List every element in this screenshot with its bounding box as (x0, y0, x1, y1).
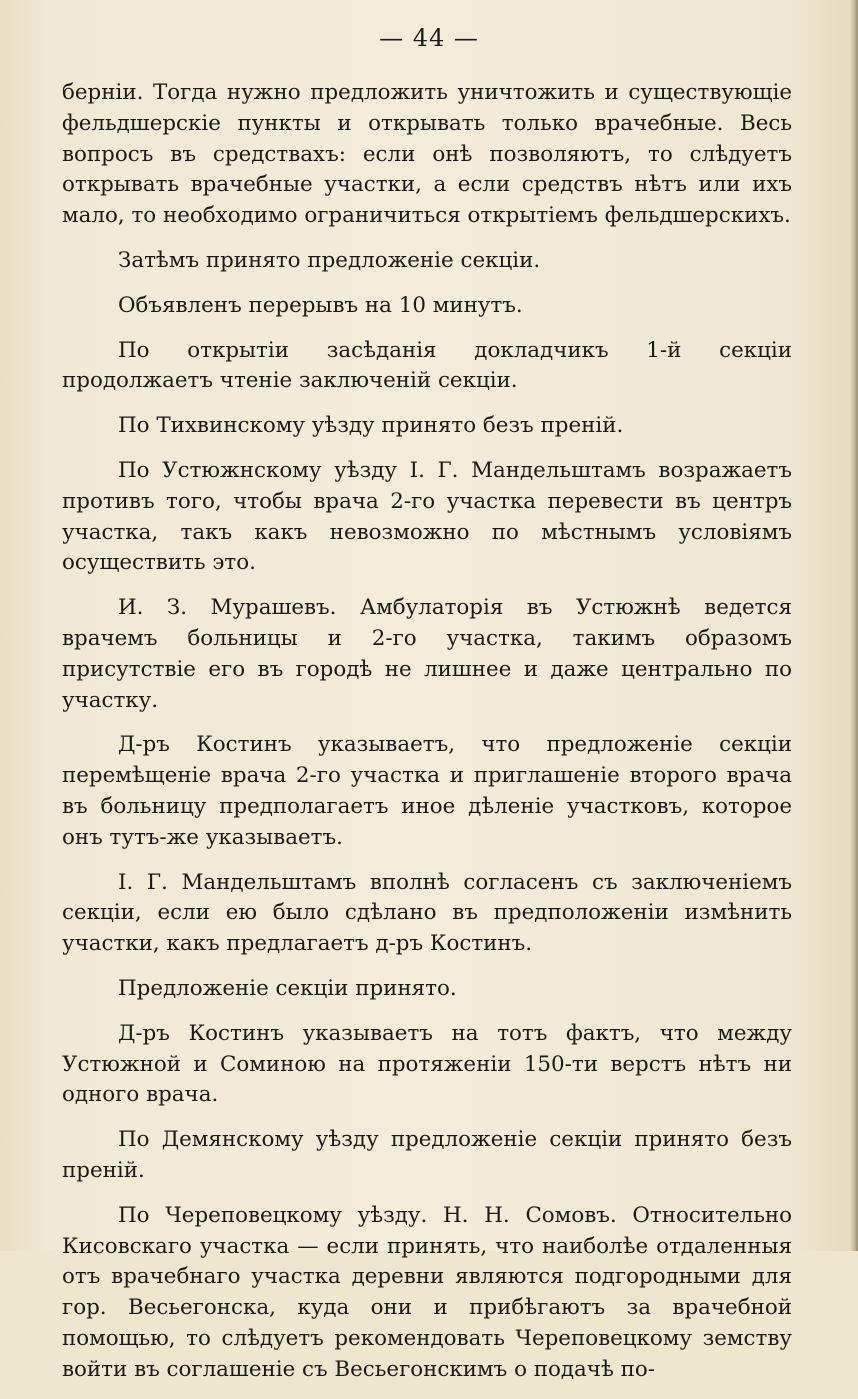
paragraph-12: По Демянскому уѣзду предложеніе секціи принято безъ преній. (62, 1127, 792, 1183)
paragraph-9: І. Г. Мандельштамъ вполнѣ согласенъ съ заключеніемъ секціи, если ею было сдѣлано въ предположеніи измѣнить участки, какъ предлагаетъ д-ръ Костинъ. (62, 869, 792, 957)
paragraph-4: По открытіи засѣданія докладчикъ 1-й секціи продолжаетъ чтеніе заключеній секціи. (62, 337, 792, 394)
paragraph-2: Затѣмъ принято предложеніе секціи. (118, 247, 541, 273)
body-text (62, 78, 792, 1399)
paragraph-13: По Череповецкому уѣзду. Н. Н. Сомовъ. Относительно Кисовскаго участка — если принять, что наиболѣе отдаленныя отъ врачебнаго участка деревни являются подгородными для гор. Весьегонска, куда они и прибѣгаютъ за врачебной помощью, то слѣдуетъ рекомендовать Череповецкому земству войти въ соглашеніе съ Весьегонскимъ о подачѣ по- (62, 1202, 792, 1382)
paragraph-10: Предложеніе секціи принято. (118, 975, 457, 1001)
page-edge-shadow (850, 0, 858, 1251)
paragraph-3: Объявленъ перерывъ на 10 минутъ. (118, 292, 523, 318)
paragraph-1: берніи. Тогда нужно предложить уничтожить и существующіе фельдшерскіе пункты и открывать только врачебные. Весь вопросъ въ средствахъ: если онѣ позволяютъ, то слѣдуетъ открывать врачебные участки, а если средствъ нѣтъ или ихъ мало, то необходимо ограничиться открытіемъ фельдшерскихъ. (62, 80, 792, 229)
paragraph-5: По Тихвинскому уѣзду принято безъ преній. (118, 413, 624, 439)
page-number: — 44 — (379, 24, 479, 52)
paragraph-6: По Устюжнскому уѣзду І. Г. Мандельштамъ возражаетъ противъ того, чтобы врача 2-го участка перевести въ центръ участка, такъ какъ невозможно по мѣстнымъ условіямъ осуществить это. (62, 457, 792, 576)
paragraph-11: Д-ръ Костинъ указываетъ на тотъ фактъ, что между Устюжной и Соминою на протяженіи 150-ти верстъ нѣтъ ни одного врача. (62, 1020, 792, 1108)
paragraph-7: И. З. Мурашевъ. Амбулаторія въ Устюжнѣ ведется врачемъ больницы и 2-го участка, такимъ образомъ присутствіе его въ городѣ не лишнее и даже центрально по участку. (62, 595, 792, 713)
paragraph-8: Д-ръ Костинъ указываетъ, что предложеніе секціи перемѣщеніе врача 2-го участка и приглашеніе второго врача въ больницу предполагаетъ иное дѣленіе участковъ, которое онъ тутъ-же указываетъ. (62, 732, 792, 850)
